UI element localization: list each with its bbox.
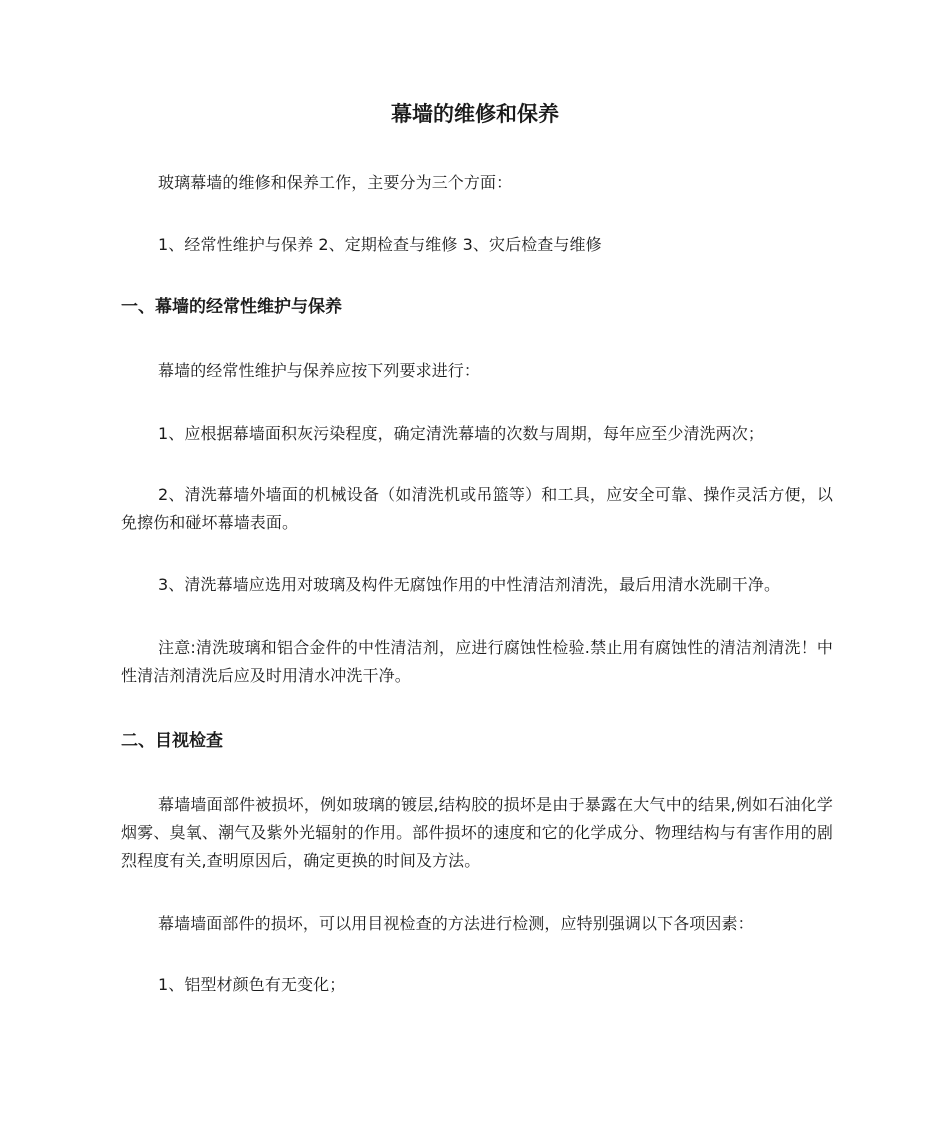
section1-heading: 一、幕墙的经常性维护与保养 — [121, 297, 342, 317]
section1-lead: 幕墙的经常性维护与保养应按下列要求进行： — [158, 361, 481, 380]
section2-heading: 二、目视检查 — [121, 731, 223, 751]
document-title: 幕墙的维修和保养 — [391, 102, 559, 126]
section1-item-1: 1、应根据幕墙面积灰污染程度，确定清洗幕墙的次数与周期，每年应至少清洗两次； — [158, 424, 764, 443]
section2-paragraph-1: 幕墙墙面部件被损坏，例如玻璃的镀层,结构胶的损坏是由于暴露在大气中的结果,例如石油化学烟雾、臭氧、潮气及紫外光辐射的作用。部件损坏的速度和它的化学成分、物理结构与有害作用的剧烈程度有关,查明原因后，确定更换的时间及方法。 — [121, 795, 833, 870]
intro-paragraph: 玻璃幕墙的维修和保养工作，主要分为三个方面： — [158, 173, 513, 192]
section1-note: 注意:清洗玻璃和铝合金件的中性清洁剂，应进行腐蚀性检验.禁止用有腐蚀性的清洁剂清洗！中性清洁剂清洗后应及时用清水冲洗干净。 — [121, 638, 833, 685]
aspects-list: 1、经常性维护与保养 2、定期检查与维修 3、灾后检查与维修 — [158, 235, 602, 254]
section2-item-1: 1、铝型材颜色有无变化； — [158, 975, 346, 994]
section1-item-2: 2、清洗幕墙外墙面的机械设备（如清洗机或吊篮等）和工具，应安全可靠、操作灵活方便，以免擦伤和碰坏幕墙表面。 — [121, 485, 833, 532]
section1-item-3: 3、清洗幕墙应选用对玻璃及构件无腐蚀作用的中性清洁剂清洗，最后用清水洗刷干净。 — [158, 575, 781, 594]
section2-paragraph-2: 幕墙墙面部件的损坏，可以用目视检查的方法进行检测，应特别强调以下各项因素： — [158, 914, 754, 933]
